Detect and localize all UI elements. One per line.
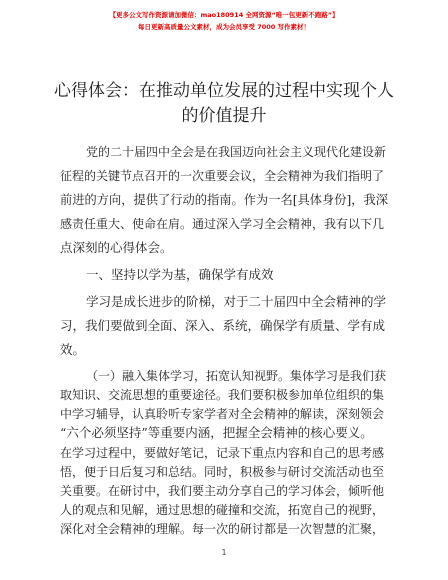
- promo-banner-line-2: 每日更新高质量公文素材，成为会员享受 7000 写作素材！: [137, 23, 311, 31]
- page-number: 1: [221, 548, 227, 557]
- paragraph-2-line: 效。: [60, 342, 86, 357]
- paragraph-1-line: 感责任重大、使命在肩。通过深入学习全会精神，我有以下几: [60, 217, 385, 231]
- paragraph-1-line: 前进的方向，提供了行动的指南。作为一名[具体身份]，我深: [60, 193, 389, 207]
- paragraph-1-line: 点深刻的心得体会。: [60, 240, 173, 255]
- paragraph-3-line: 关重要。在研讨中，我们要主动分享自己的学习体会，倾听他: [60, 483, 385, 498]
- paragraph-3-line: 人的观点和见解，通过思想的碰撞和交流，拓宽自己的视野，: [60, 502, 385, 517]
- paragraph-3-line: 悟，便于日后复习和总结。同时，积极参与研讨交流活动也至: [60, 464, 385, 479]
- document-title-line-1: 心得体会：在推动单位发展的过程中实现个人: [54, 81, 394, 101]
- paragraph-1-line: 党的二十届四中全会是在我国迈向社会主义现代化建设新: [86, 145, 387, 159]
- paragraph-3-line: 在学习过程中，要做好笔记，记录下重点内容和自己的思考感: [60, 445, 385, 460]
- paragraph-1-line: 征程的关键节点召开的一次重要会议，全会精神为我们指明了: [60, 169, 385, 183]
- paragraph-3-line: （一）融入集体学习，拓宽认知视野。集体学习是我们获: [86, 369, 387, 383]
- paragraph-3-line: 取知识、交流思想的重要途径。我们要积极参加单位组织的集: [60, 388, 385, 403]
- document-title-line-2: 的价值提升: [181, 106, 267, 126]
- paragraph-2-line: 学习是成长进步的阶梯，对于二十届四中全会精神的学: [86, 294, 387, 309]
- promo-banner-line-1: 【更多公文写作资源请加微信：mao180914 全网资源“唯一包更新不跑路”】: [109, 11, 339, 19]
- section-heading-1: 一、坚持以学为基，确保学有成效: [86, 267, 274, 282]
- paragraph-3-line: 深化对全会精神的理解。每一次的研讨都是一次智慧的汇聚，: [60, 522, 385, 536]
- paragraph-3-line: “六个必须坚持”等重要内涵，把握全会精神的核心要义。: [60, 425, 373, 441]
- paragraph-3-line: 中学习辅导，认真聆听专家学者对全会精神的解读，深刻领会: [60, 407, 385, 422]
- paragraph-2-line: 习，我们要做到全面、深入、系统，确保学有质量、学有成: [60, 318, 386, 333]
